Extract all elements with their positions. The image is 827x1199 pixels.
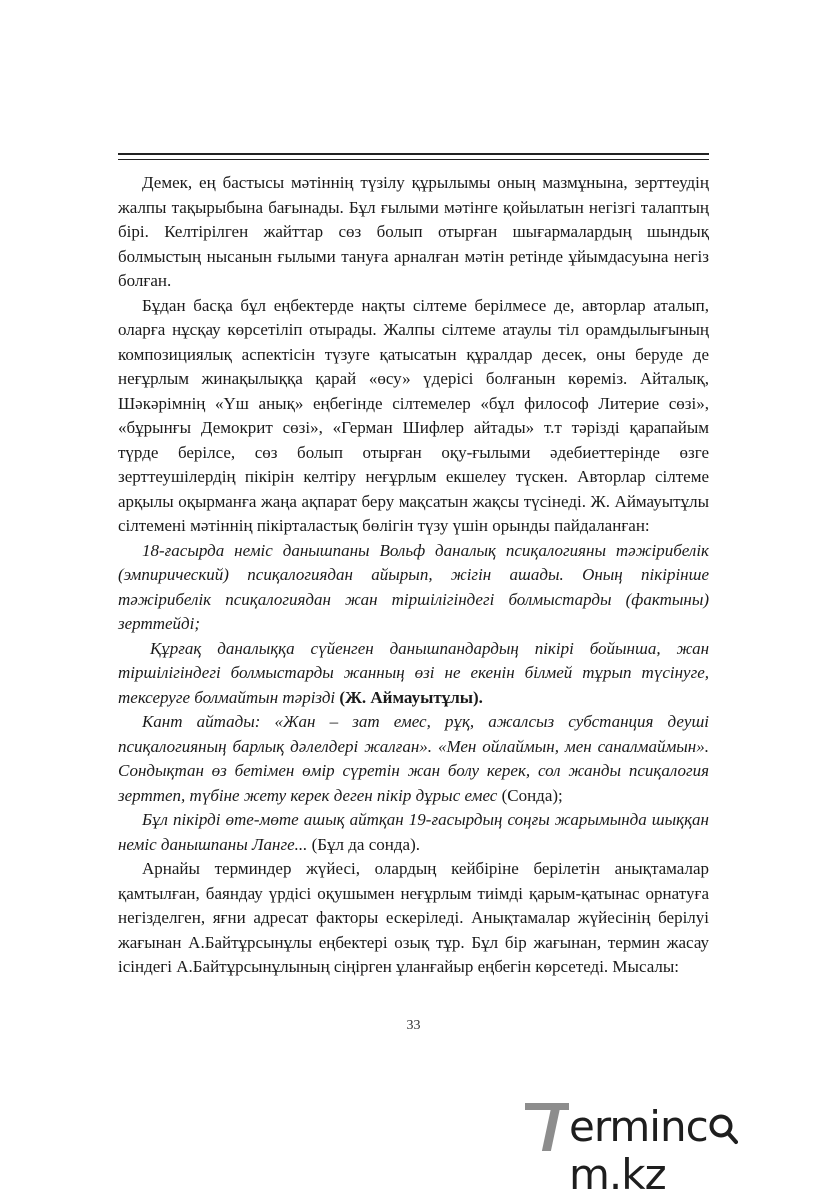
logo-wordmark — [569, 1103, 815, 1199]
paragraph: Бұдан басқа бұл еңбектерде нақты сілтеме берілмесе де, авторлар аталып, оларға нұсқау көрсетіліп отырады. Жалпы сілтеме атаулы тіл орамдылығының композициялық аспектісін түзуге қатысатын құралдар десек, оны беруде де неғұрлым жинақылыққа қарай «өсу» үдерісі болғанын көреміз. Айталық, Шәкәрімнің «Үш анық» еңбегінде сілтемелер «бұл философ Литерие сөзі», «бұрынғы Демокрит сөзі», «Герман Шифлер айтады» т.т тәрізді қарапайым түрде берілсе, сөз болып отырған оқу-ғылыми әдебиеттерінде өзге зерттеушілердің пікірін келтіру неғұрлым екшелеу түскен. Авторлар сілтеме арқылы оқырманға жаңа ақпарат беру мақсатын жақсы түсінеді. Ж. Аймауытұлы сілтемені мәтіннің пікірталастық бөлігін түзу үшін орынды пайдаланған: — [118, 295, 709, 535]
header-rule-thick — [118, 153, 709, 155]
quote-reference: (Ж. Аймауытұлы). — [335, 687, 483, 707]
page-number: 33 — [406, 1018, 421, 1033]
logo-word-part1: erminc — [569, 1102, 708, 1151]
quote-paragraph — [118, 710, 709, 808]
quote-paragraph — [118, 808, 709, 857]
header-rule-thin — [118, 159, 709, 160]
quote-paragraph — [118, 637, 709, 711]
termincom-logo — [525, 1097, 815, 1199]
logo-t-bar — [525, 1103, 569, 1110]
logo-search-icon — [708, 1103, 738, 1151]
quote-text: Құрғақ даналыққа сүйенген данышпандардың пікірі бойынша, жан тіршілігіндегі болмыстарды жанның өзі не екенін білмей тұрып түсінуге, тексеруге болмайтын тәрізді — [118, 638, 709, 707]
paragraph: Арнайы терминдер жүйесі, олардың кейбіріне берілетін анықтамалар қамтылған, баяндау үрдісі оқушымен неғұрлым тиімді қарым-қатынас орнатуға негізделген, яғни адресат факторы ескеріледі. Анықтамалар жүйесінің берілуі жағынан А.Байтұрсынұлы еңбектері озық тұр. Бұл бір жағынан, термин жасау ісіндегі А.Байтұрсынұлының сіңірген ұланғайыр еңбегін көрсетеді. Мысалы: — [118, 859, 709, 976]
logo-t-stem — [542, 1103, 561, 1151]
quote-text: Кант айтады: «Жан – зат емес, рұқ, ажалсыз субстанция деуші псиқалогияның барлық дәлелдері жалған». «Мен ойлаймын, мен саналмаймын». Сондықтан өз бетімен өмір сүретін жан болу керек, сол жанды псиқалогия зерттеп, түбіне жету керек деген пікір дұрыс емес — [118, 712, 709, 805]
quote-reference: (Сонда); — [497, 785, 563, 805]
quote-paragraph — [118, 539, 709, 637]
quote-reference: (Бұл да сонда). — [307, 834, 420, 854]
paragraph: Демек, ең бастысы мәтіннің түзілу құрылымы оның мазмұнына, зерттеудің жалпы тақырыбына бағынады. Бұл ғылыми мәтінге қойылатын негізгі талаптың бірі. Келтірілген жайттар сөз болып отырған шығармалардың шындық болмыстың нысанын ғылыми тануға арналған мәтін ретінде ұйымдасуына негіз болған. — [118, 173, 709, 290]
quote-text: 18-ғасырда неміс данышпаны Вольф даналық псиқалогияны тәжірибелік (эмпирический) псиқалогиядан айырып, жігін ашады. Оның пікірінше тәжірибелік псиқалогиядан жан тіршілігіндегі болмыстарды (фактыны) зерттейді; — [118, 540, 709, 633]
quote-text: Бұл пікірді өте-мөте ашық айтқан 19-ғасырдың соңғы жарымында шыққан неміс данышпаны Ланге... — [118, 810, 709, 854]
main-text — [118, 171, 709, 980]
logo-word-part2: m.kz — [569, 1150, 666, 1199]
